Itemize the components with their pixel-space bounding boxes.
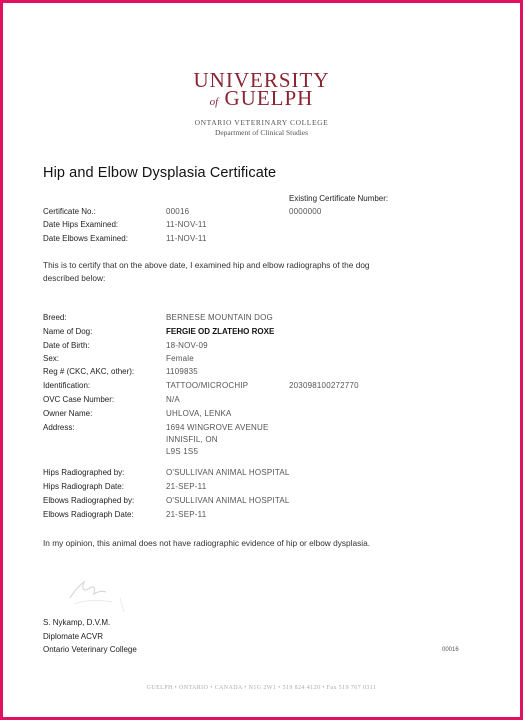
address-line-3: L9S 1S5 <box>166 447 199 456</box>
university-logo-top: UNIVERSITY <box>193 68 330 92</box>
hips-radiographed-by-label: Hips Radiographed by: <box>43 468 125 477</box>
hips-radiograph-date-label: Hips Radiograph Date: <box>43 482 124 491</box>
address-line-2: INNISFIL, ON <box>166 435 218 444</box>
address-label: Address: <box>43 423 75 432</box>
page-reference: 00016 <box>442 647 459 653</box>
owner-value: UHLOVA, LENKA <box>166 409 232 418</box>
elbows-radiographed-by-value: O'SULLIVAN ANIMAL HOSPITAL <box>166 496 290 505</box>
owner-label: Owner Name: <box>43 409 93 418</box>
intro-line-1: This is to certify that on the above date, I examined hip and elbow radiographs of the dog <box>43 260 370 270</box>
hips-radiographed-by-value: O'SULLIVAN ANIMAL HOSPITAL <box>166 468 290 477</box>
dob-value: 18-NOV-09 <box>166 341 208 350</box>
registration-label: Reg # (CKC, AKC, other): <box>43 367 135 376</box>
university-logo-bottom <box>0 86 523 111</box>
logo-guelph: GUELPH <box>224 86 314 110</box>
opinion-statement: In my opinion, this animal does not have radiographic evidence of hip or elbow dysplasia. <box>43 538 370 548</box>
elbows-examined-value: 11-NOV-11 <box>166 234 207 243</box>
elbows-radiograph-date-value: 21-SEP-11 <box>166 510 207 519</box>
department-name: Department of Clinical Studies <box>214 128 309 137</box>
existing-certificate-value: 0000000 <box>289 207 322 216</box>
footer-address: GUELPH • ONTARIO • CANADA • N1G 2W1 • 519 824 4120 • Fax 519 767 0311 <box>146 685 377 691</box>
signatory-name: S. Nykamp, D.V.M. <box>43 618 111 627</box>
elbows-radiographed-by-label: Elbows Radiographed by: <box>43 496 135 505</box>
hips-examined-label: Date Hips Examined: <box>43 220 119 229</box>
signatory-title: Diplomate ACVR <box>43 632 104 641</box>
breed-label: Breed: <box>43 313 67 322</box>
intro-paragraph <box>43 259 483 285</box>
signature-image <box>60 568 140 618</box>
registration-value: 1109835 <box>166 367 198 376</box>
elbows-examined-label: Date Elbows Examined: <box>43 234 128 243</box>
existing-certificate-label: Existing Certificate Number: <box>289 194 389 203</box>
dog-name-label: Name of Dog: <box>43 327 93 336</box>
address-line-1: 1694 WINGROVE AVENUE <box>166 423 269 432</box>
certificate-no-label: Certificate No.: <box>43 207 96 216</box>
elbows-radiograph-date-label: Elbows Radiograph Date: <box>43 510 134 519</box>
identification-type: TATTOO/MICROCHIP <box>166 381 249 390</box>
sex-label: Sex: <box>43 354 60 363</box>
certificate-no-value: 00016 <box>166 207 190 216</box>
ovc-case-label: OVC Case Number: <box>43 395 115 404</box>
signatory-institution: Ontario Veterinary College <box>43 645 137 654</box>
hips-radiograph-date-value: 21-SEP-11 <box>166 482 207 491</box>
sex-value: Female <box>166 354 194 363</box>
breed-value: BERNESE MOUNTAIN DOG <box>166 313 273 322</box>
dog-name-value: FERGIE OD ZLATEHO ROXE <box>166 327 275 336</box>
college-name: ONTARIO VETERINARY COLLEGE <box>194 118 329 127</box>
page-title: Hip and Elbow Dysplasia Certificate <box>43 165 277 181</box>
dob-label: Date of Birth: <box>43 341 90 350</box>
hips-examined-value: 11-NOV-11 <box>166 220 207 229</box>
intro-line-2: described below: <box>43 273 106 283</box>
identification-number: 203098100272770 <box>289 381 359 390</box>
identification-label: Identification: <box>43 381 91 390</box>
logo-of: of <box>209 96 219 108</box>
ovc-case-value: N/A <box>166 395 180 404</box>
